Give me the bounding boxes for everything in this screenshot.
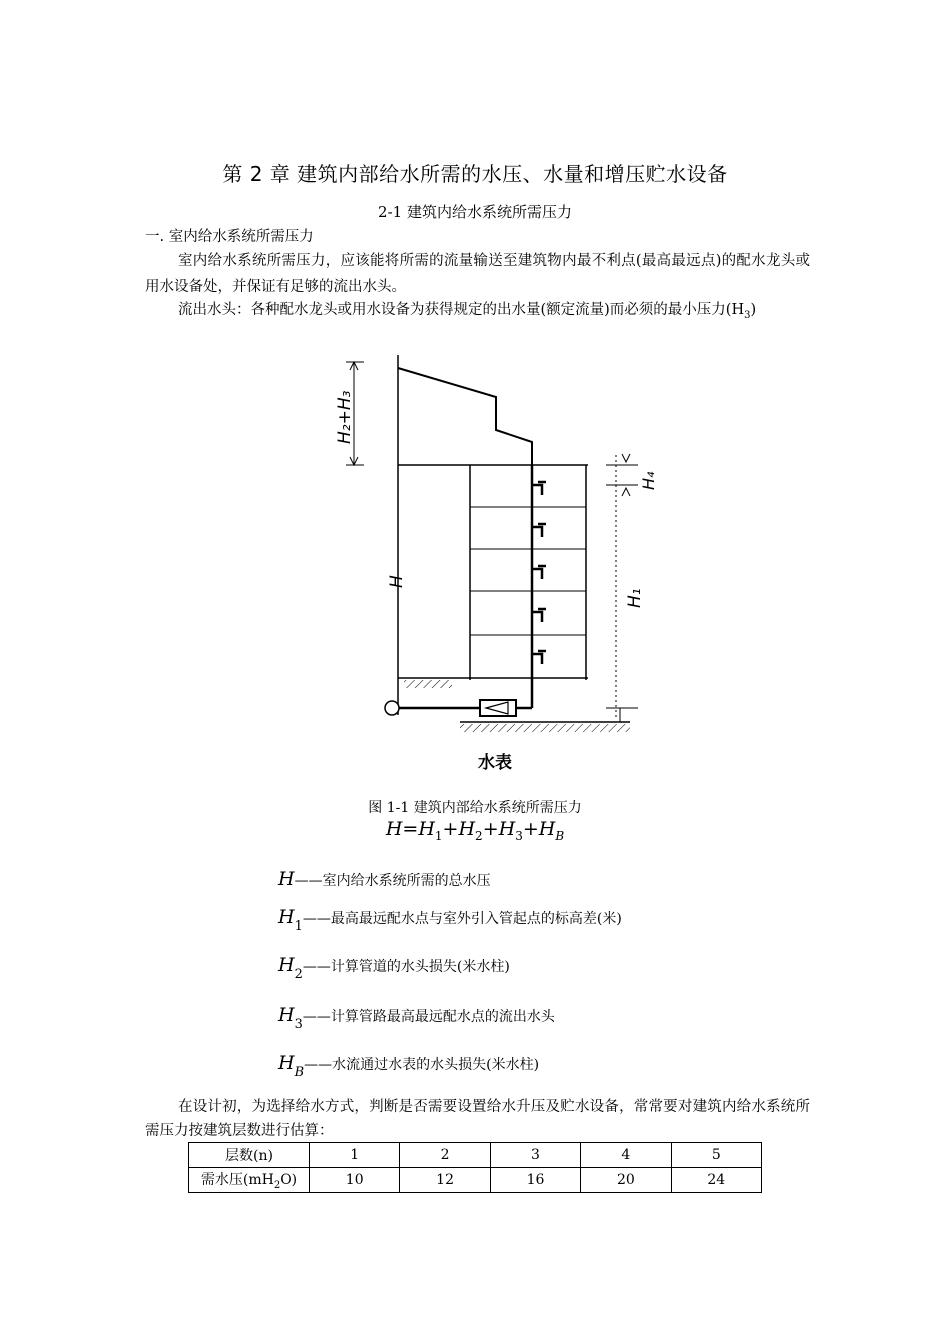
- subsection-heading: 一. 室内给水系统所需压力: [145, 229, 314, 245]
- table-row: [189, 1168, 762, 1193]
- table-header-floors: 层数(n): [189, 1143, 310, 1168]
- table-cell: 1: [310, 1143, 400, 1168]
- table-cell: 10: [310, 1168, 400, 1193]
- pressure-estimate-table: [188, 1142, 762, 1193]
- formula-term-2: $H_2$: [458, 818, 483, 843]
- definition-h3: H3——计算管路最高最远配水点的流出水头: [278, 1004, 555, 1032]
- table-cell: 3: [490, 1143, 580, 1168]
- formula-lhs: H: [385, 818, 403, 840]
- label-h1: H₁: [625, 588, 645, 608]
- paragraph-2-text: 流出水头：各种配水龙头或用水设备为获得规定的出水量(额定流量)而必须的最小压力(H: [178, 302, 745, 318]
- hydraulic-gradient-line: [398, 368, 532, 465]
- figure-caption: 图 1-1 建筑内部给水系统所需压力: [368, 800, 582, 816]
- formula-equals: =: [402, 818, 419, 840]
- faucet-icons: [532, 482, 546, 664]
- definition-hb: HB——水流通过水表的水头损失(米水柱): [278, 1052, 540, 1080]
- paragraph-2-sub: 3: [744, 309, 751, 321]
- meter-label: 水表: [478, 753, 512, 773]
- paragraph-1: 室内给水系统所需压力，应该能将所需的流量输送至建筑物内最不利点(最高最远点)的配水龙头或用水设备处，并保证有足够的流出水头。: [145, 253, 810, 295]
- section-title: 2-1 建筑内给水系统所需压力: [378, 203, 572, 221]
- pressure-formula: $H=H_1+H_2+H_3+H_B$: [385, 818, 565, 843]
- paragraph-2-end: ): [750, 302, 757, 318]
- table-cell: 5: [671, 1143, 761, 1168]
- label-h2-h3: H₂+H₃: [335, 390, 355, 444]
- formula-term-1: $H_1$: [418, 818, 443, 843]
- table-cell: 24: [671, 1168, 761, 1193]
- table-cell: 20: [581, 1168, 671, 1193]
- label-h4: H₄: [639, 471, 658, 490]
- label-h: H: [387, 575, 407, 588]
- definition-h2: H2——计算管道的水头损失(米水柱): [278, 954, 510, 982]
- paragraph-3: 在设计初，为选择给水方式，判断是否需要设置给水升压及贮水设备，常常要对建筑内给水系统所需压力按建筑层数进行估算：: [145, 1099, 810, 1139]
- table-cell: 12: [400, 1168, 490, 1193]
- pressure-diagram: [320, 350, 658, 780]
- definition-h1: H1——最高最远配水点与室外引入管起点的标高差(米): [278, 906, 622, 934]
- table-header-pressure: 需水压$(mH_2O)$: [189, 1168, 310, 1193]
- table-cell: 4: [581, 1143, 671, 1168]
- paragraph-2: [145, 297, 810, 329]
- chapter-title: 第 2 章 建筑内部给水所需的水压、水量和增压贮水设备: [222, 162, 728, 186]
- definition-h: H——室内给水系统所需的总水压: [278, 868, 491, 890]
- street-main-icon: [385, 701, 399, 715]
- formula-term-4: $H_B$: [538, 818, 565, 843]
- table-cell: 16: [490, 1168, 580, 1193]
- table-cell: 2: [400, 1143, 490, 1168]
- table-row: [189, 1143, 762, 1168]
- formula-term-3: $H_3$: [498, 818, 523, 843]
